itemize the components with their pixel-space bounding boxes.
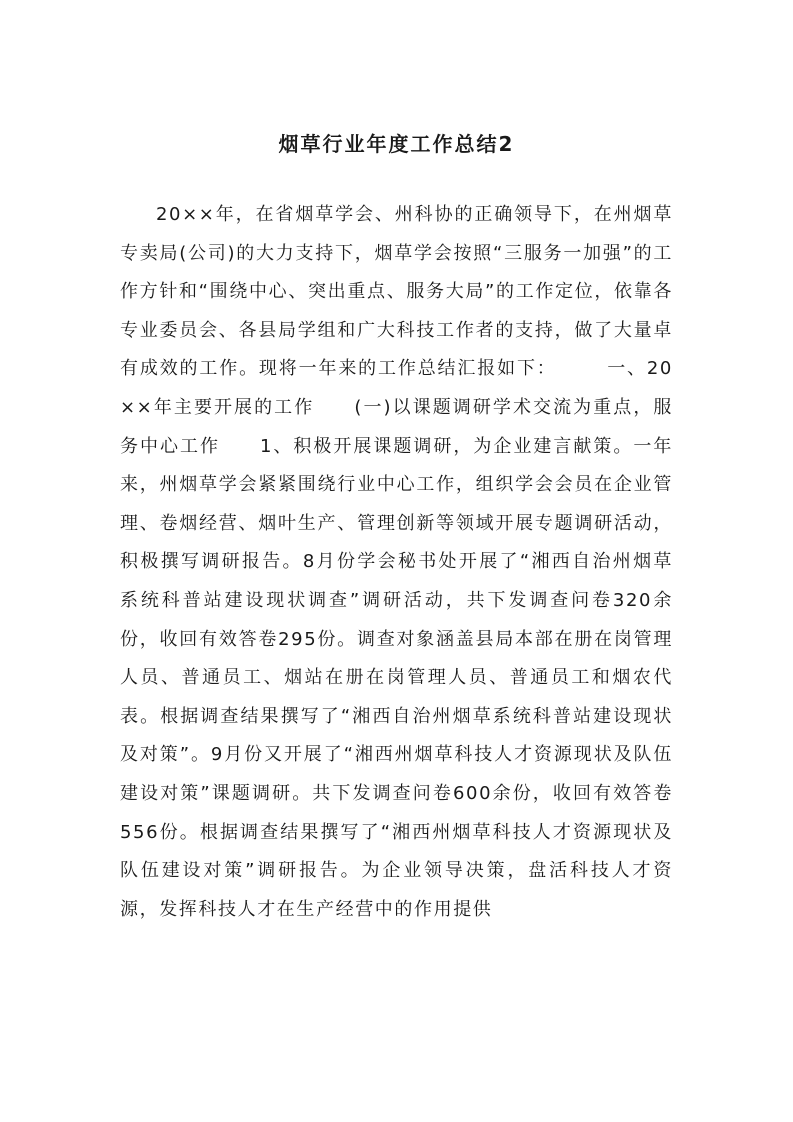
page-title: 烟草行业年度工作总结2 bbox=[278, 132, 515, 156]
body-paragraph: 20××年，在省烟草学会、州科协的正确领导下，在州烟草专卖局(公司)的大力支持下，烟草学会按照“三服务一加强”的工作方针和“围绕中心、突出重点、服务大局”的工作定位，依靠各专业委员会、各县局学组和广大科技工作者的支持，做了大量卓有成效的工作。现将一年来的工作总结汇报如下： 一、20××年主要开展的工作 (一)以课题调研学术交流为重点，服务中心工作 1、积极开展课题调研，为企业建言献策。一年来，州烟草学会紧紧围绕行业中心工作，组织学会会员在企业管理、卷烟经营、烟叶生产、管理创新等领域开展专题调研活动，积极撰写调研报告。8月份学会秘书处开展了“湘西自治州烟草系统科普站建设现状调查”调研活动，共下发调查问卷320余份，收回有效答卷295份。调查对象涵盖县局本部在册在岗管理人员、普通员工、烟站在册在岗管理人员、普通员工和烟农代表。根据调查结果撰写了“湘西自治州烟草系统科普站建设现状及对策”。9月份又开展了“湘西州烟草科技人才资源现状及队伍建设对策”课题调研。共下发调查问卷600余份，收回有效答卷556份。根据调查结果撰写了“湘西州烟草科技人才资源现状及队伍建设对策”调研报告。为企业领导决策，盘活科技人才资源，发挥科技人才在生产经营中的作用提供 bbox=[120, 204, 673, 920]
